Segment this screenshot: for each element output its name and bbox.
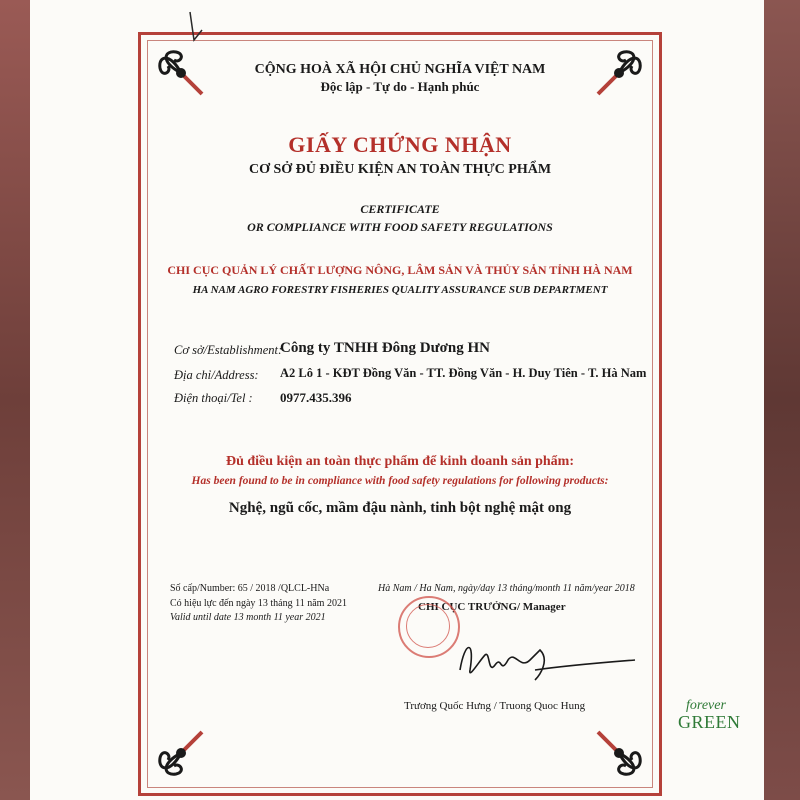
brand-top-text: forever xyxy=(686,698,726,713)
validity-vi: Có hiệu lực đến ngày 13 tháng 11 năm 2021 xyxy=(170,598,347,609)
manager-title: CHI CỤC TRƯỞNG/ Manager xyxy=(418,601,566,613)
certificate-subtitle: CƠ SỞ ĐỦ ĐIỀU KIỆN AN TOÀN THỰC PHẨM xyxy=(248,162,552,177)
brand-bottom-text: GREEN xyxy=(678,712,741,732)
address-label: Địa chỉ/Address: xyxy=(174,368,259,382)
place-and-date: Hà Nam / Ha Nam, ngày/day 13 tháng/month 11 năm/year 2018 xyxy=(378,583,635,594)
certificate-title-en-2: OR COMPLIANCE WITH FOOD SAFETY REGULATIONS xyxy=(247,220,553,234)
tel-label: Điện thoại/Tel : xyxy=(174,391,253,405)
certificate-title-en-1: CERTIFICATE xyxy=(360,202,440,216)
national-motto: Độc lập - Tự do - Hạnh phúc xyxy=(320,79,480,94)
forever-green-logo xyxy=(672,698,768,742)
corner-ornament-icon xyxy=(150,722,212,784)
background-left xyxy=(0,0,30,800)
background-right xyxy=(764,0,800,800)
establishment-label: Cơ sở/Establishment: xyxy=(174,343,283,357)
establishment-value: Công ty TNHH Đông Dương HN xyxy=(280,340,490,356)
compliance-statement-en: Has been found to be in compliance with food safety regulations for following products: xyxy=(191,475,609,487)
signature-icon xyxy=(440,630,640,690)
issuer-name-en: HA NAM AGRO FORESTRY FISHERIES QUALITY ASSURANCE SUB DEPARTMENT xyxy=(192,284,608,296)
products-list: Nghệ, ngũ cốc, mầm đậu nành, tinh bột nghệ mật ong xyxy=(228,500,572,516)
corner-ornament-icon xyxy=(588,722,650,784)
address-value: A2 Lô 1 - KĐT Đồng Văn - TT. Đồng Văn - H. Duy Tiên - T. Hà Nam xyxy=(280,366,647,380)
validity-en: Valid until date 13 month 11 year 2021 xyxy=(170,612,326,623)
compliance-statement-vi: Đủ điều kiện an toàn thực phẩm để kinh doanh sản phẩm: xyxy=(225,454,575,469)
certificate-number: Số cấp/Number: 65 / 2018 /QLCL-HNa xyxy=(170,583,330,594)
republic-heading: CỘNG HOÀ XÃ HỘI CHỦ NGHĨA VIỆT NAM xyxy=(254,62,546,77)
pen-mark-icon xyxy=(180,10,210,50)
tel-value: 0977.435.396 xyxy=(280,390,352,405)
signer-name: Trương Quốc Hưng / Truong Quoc Hung xyxy=(404,700,586,712)
issuer-name-vi: CHI CỤC QUẢN LÝ CHẤT LƯỢNG NÔNG, LÂM SẢN VÀ THỦY SẢN TỈNH HÀ NAM xyxy=(167,263,633,277)
certificate-title: GIẤY CHỨNG NHẬN xyxy=(288,132,512,157)
